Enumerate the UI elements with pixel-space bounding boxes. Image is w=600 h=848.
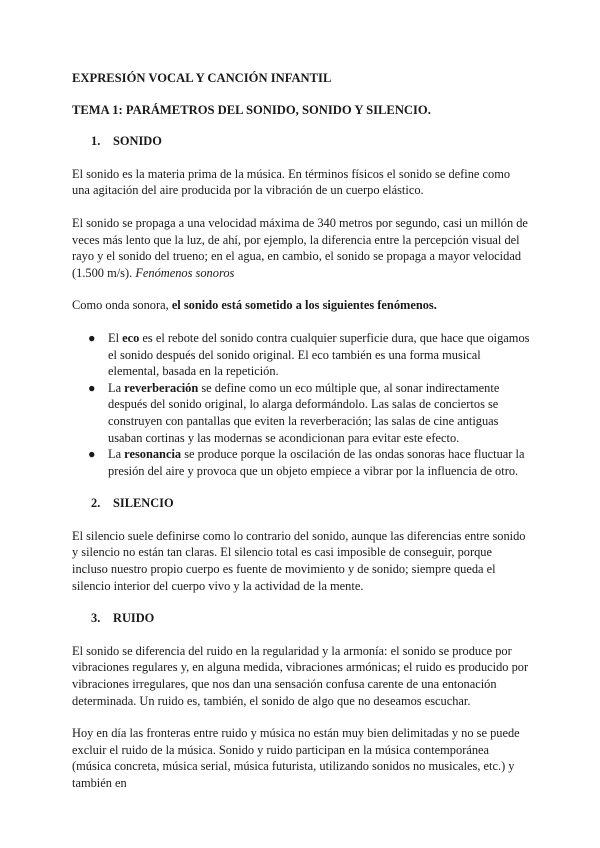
section-heading-label: SONIDO bbox=[113, 134, 162, 149]
paragraph: Hoy en día las fronteras entre ruido y música no están muy bien delimitadas y no se puede excluir el ruido de la música. Sonido y ruido participan en la música contemporánea (música concreta, música serial, música futurista, utilizando sonidos no musicales, etc.) y también en bbox=[72, 726, 520, 790]
section-heading-silencio bbox=[72, 495, 530, 512]
section-heading-label: SILENCIO bbox=[113, 496, 174, 511]
list-item bbox=[72, 330, 530, 380]
list-item-term: eco bbox=[122, 330, 140, 345]
document-title: EXPRESIÓN VOCAL Y CANCIÓN INFANTIL bbox=[72, 71, 332, 85]
paragraph-text: Como onda sonora, bbox=[72, 298, 172, 313]
section-heading-sonido bbox=[72, 133, 530, 150]
paragraph bbox=[72, 215, 530, 281]
list-item bbox=[72, 446, 530, 479]
list-item-text: se define como un eco múltiple que, al sonar indirectamente después del sonido original, lo alarga deformándolo. Las salas de conciertos se construyen con pantallas que eviten la reverberación; las salas de cine antiguas usaban cortinas y las modernas se acondicionan para evitar este efecto. bbox=[108, 380, 500, 445]
topic-title: TEMA 1: PARÁMETROS DEL SONIDO, SONIDO Y SILENCIO. bbox=[72, 102, 431, 117]
list-item-text: es el rebote del sonido contra cualquier superficie dura, que hace que oigamos el sonido después del sonido original. El eco también es una forma musical elemental, basada en la repetición. bbox=[108, 330, 530, 379]
section-heading-label: RUIDO bbox=[113, 611, 155, 626]
document-body bbox=[72, 70, 530, 808]
section-number: 1. bbox=[91, 134, 101, 149]
paragraph: El silencio suele definirse como lo contrario del sonido, aunque las diferencias entre sonido y silencio no están tan claras. El silencio total es casi imposible de conseguir, porque incluso nuestro propio cuerpo es fuente de movimiento y de sonido; siempre queda el silencio interior del cuerpo vivo y la actividad de la mente. bbox=[72, 528, 526, 593]
paragraph: El sonido se diferencia del ruido en la regularidad y la armonía: el sonido se produce por vibraciones regulares y, en alguna medida, vibraciones armónicas; el ruido es producido por vibraciones irregulares, que nos dan una sensación confusa carente de una entonación determinada. Un ruido es, también, el sonido de algo que no deseamos escuchar. bbox=[72, 643, 529, 708]
italic-subheading: Fenómenos sonoros bbox=[135, 265, 235, 280]
list-item-text: El bbox=[108, 330, 123, 345]
list-item-term: reverberación bbox=[124, 380, 199, 395]
paragraph-text: El sonido se propaga a una velocidad máxima de 340 metros por segundo, casi un millón de veces más lento que la luz, de ahí, por ejemplo, la diferencia entre la percepción visual del rayo y el sonido del trueno; en el agua, en cambio, el sonido se propaga a mayor velocidad (1.500 m/s). bbox=[72, 215, 528, 280]
bullet-icon: ● bbox=[88, 380, 96, 395]
bullet-icon: ● bbox=[88, 330, 96, 345]
list-item-text: se produce porque la oscilación de las ondas sonoras hace fluctuar la presión del aire y provoca que un objeto empiece a vibrar por la influencia de otro. bbox=[108, 447, 525, 478]
phenomena-list bbox=[72, 330, 530, 479]
bullet-icon: ● bbox=[88, 447, 96, 462]
section-number: 2. bbox=[91, 496, 101, 511]
section-heading-ruido bbox=[72, 610, 530, 627]
list-item-text: La bbox=[108, 447, 125, 462]
list-item bbox=[72, 380, 530, 446]
bold-text: el sonido está sometido a los siguientes fenómenos. bbox=[171, 298, 437, 313]
paragraph: El sonido es la materia prima de la música. En términos físicos el sonido se define como una agitación del aire producida por la vibración de un cuerpo elástico. bbox=[72, 166, 511, 198]
paragraph bbox=[72, 297, 530, 314]
list-item-term: resonancia bbox=[124, 447, 182, 462]
list-item-text: La bbox=[108, 380, 125, 395]
section-number: 3. bbox=[91, 611, 101, 626]
